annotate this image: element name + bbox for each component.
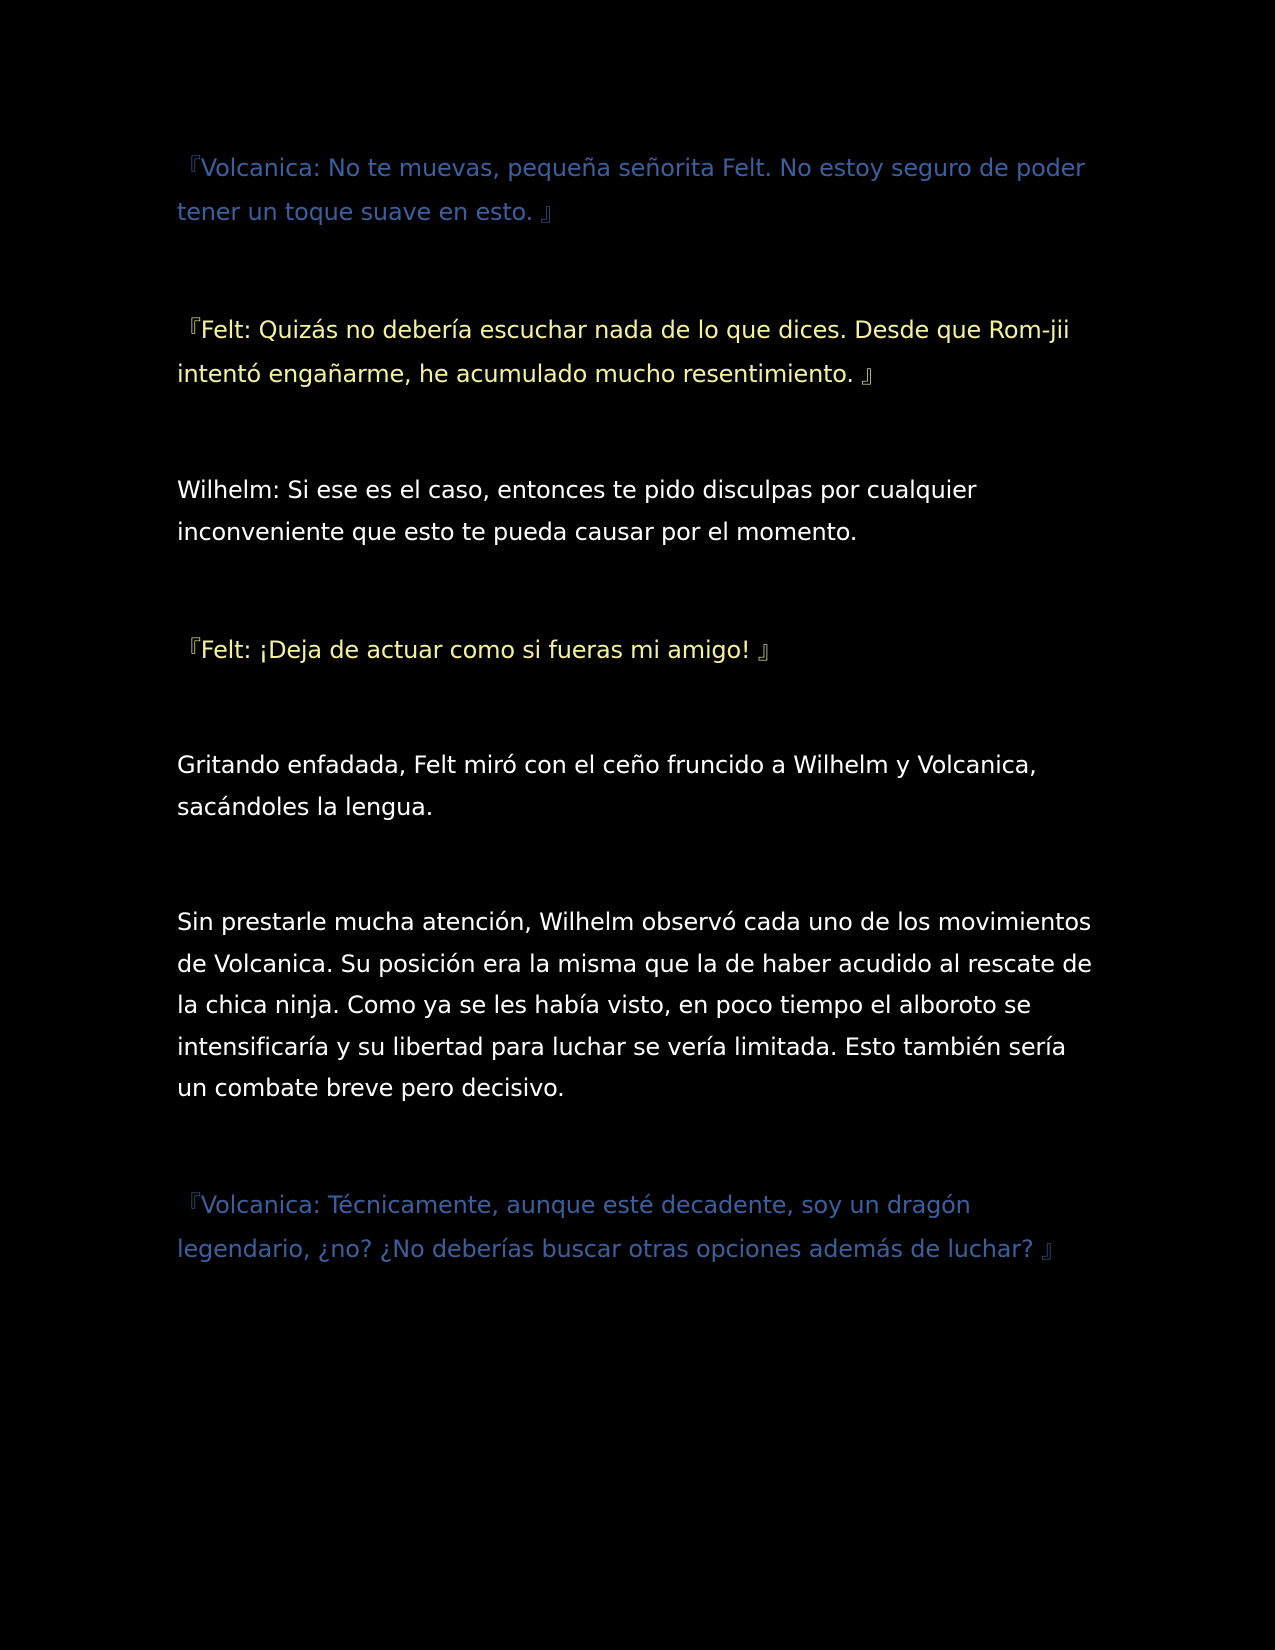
narration-paragraph-1: Gritando enfadada, Felt miró con el ceño fruncido a Wilhelm y Volcanica, sacándoles la lengua. [177,751,1037,821]
dialogue-wilhelm-1: Wilhelm: Si ese es el caso, entonces te pido disculpas por cualquier inconveniente que esto te pueda causar por el momento. [177,476,977,546]
dialogue-volcanica-1: 『Volcanica: No te muevas, pequeña señorita Felt. No estoy seguro de poder tener un toque suave en esto. 』 [177,154,1085,226]
dialogue-volcanica-2: 『Volcanica: Técnicamente, aunque esté decadente, soy un dragón legendario, ¿no? ¿No deberías buscar otras opciones además de luchar? 』 [177,1191,1065,1263]
narration-paragraph-2: Sin prestarle mucha atención, Wilhelm observó cada uno de los movimientos de Volcanica. Su posición era la misma que la de haber acudido al rescate de la chica ninja. Como ya se les había visto, en poco tiempo el alboroto se intensificaría y su libertad para luchar se vería limitada. Esto también sería un combate breve pero decisivo. [177,908,1092,1102]
dialogue-felt-1: 『Felt: Quizás no debería escuchar nada de lo que dices. Desde que Rom-jii intentó engañarme, he acumulado mucho resentimiento. 』 [177,316,1070,388]
dialogue-felt-2: 『Felt: ¡Deja de actuar como si fueras mi amigo! 』 [177,636,782,664]
